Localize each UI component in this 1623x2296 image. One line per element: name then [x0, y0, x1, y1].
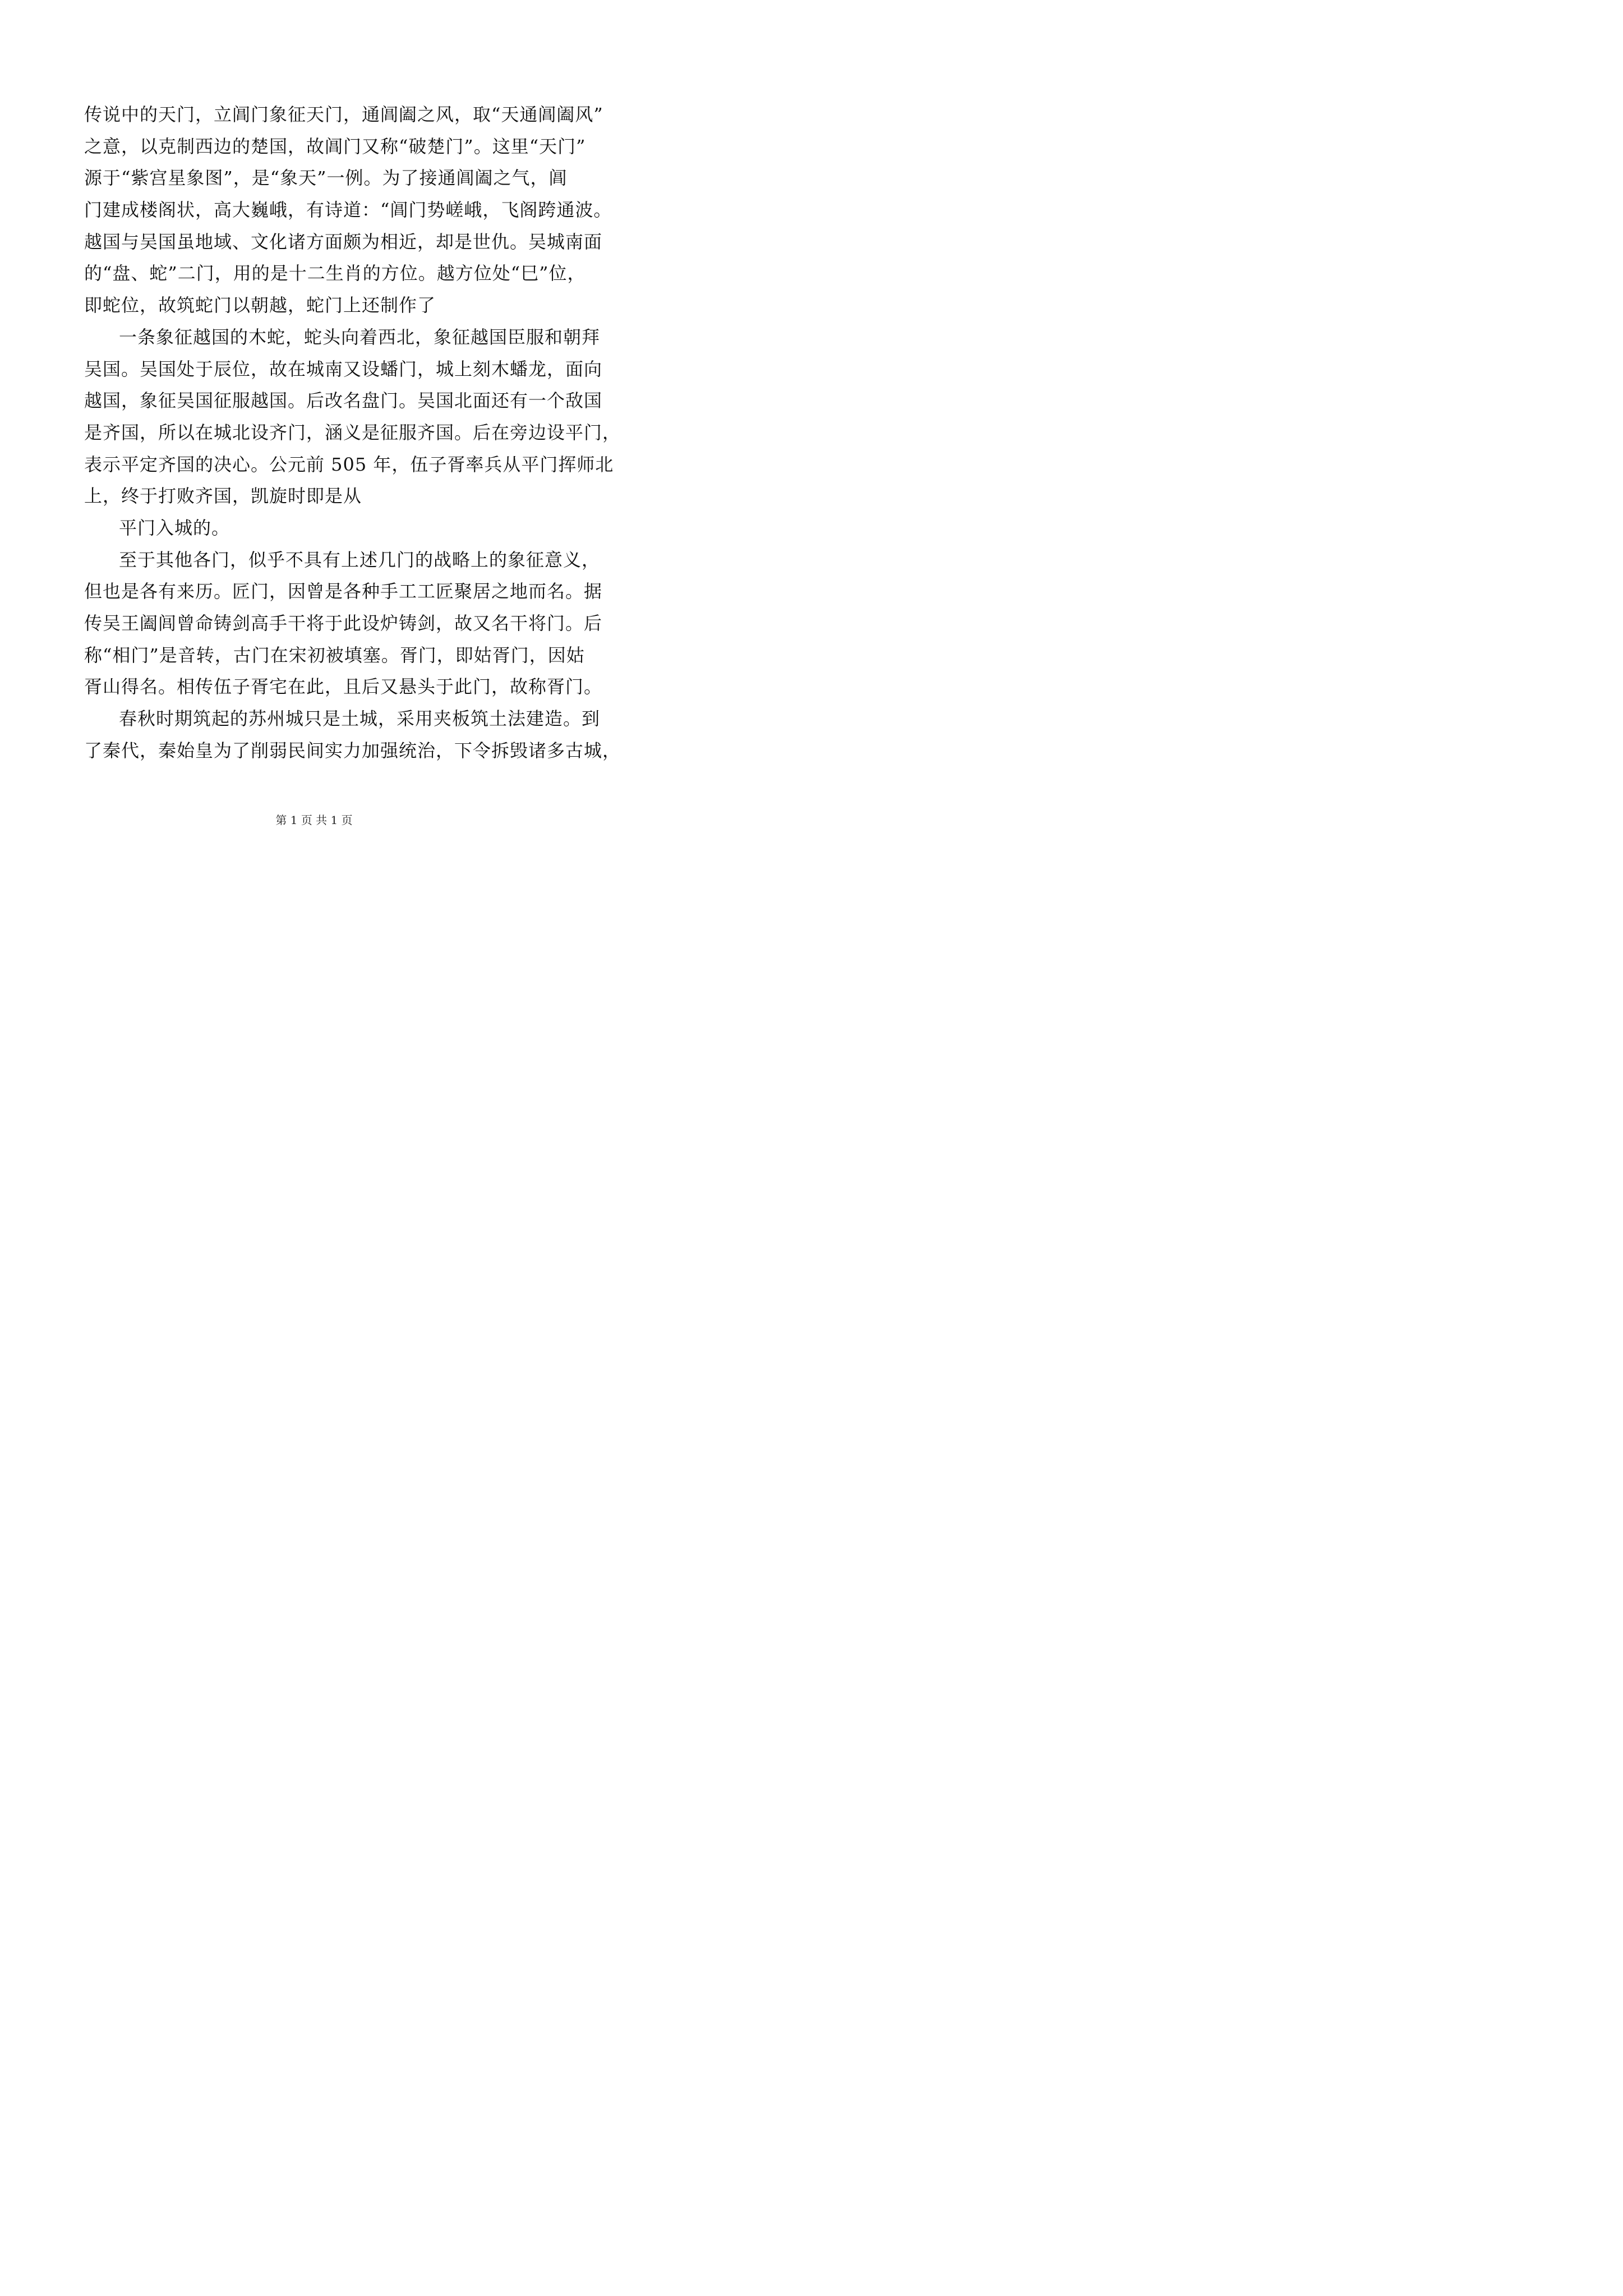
text-line: 之意，以克制西边的楚国，故阊门又称“破楚门”。这里“天门”: [84, 135, 586, 157]
text-line: 的“盘、蛇”二门，用的是十二生肖的方位。越方位处“巳”位，: [84, 263, 586, 284]
text-line: 称“相门”是音转，古门在宋初被填塞。胥门，即姑胥门，因姑: [84, 644, 585, 666]
text-line: 即蛇位，故筑蛇门以朝越，蛇门上还制作了: [84, 295, 436, 316]
text-line: 春秋时期筑起的苏州城只是土城，采用夹板筑土法建造。到: [119, 708, 601, 730]
text-line: 至于其他各门，似乎不具有上述几门的战略上的象征意义，: [119, 549, 601, 570]
text-line: 越国，象征吴国征服越国。后改名盘门。吴国北面还有一个敌国: [84, 390, 603, 412]
text-line: 越国与吴国虽地域、文化诸方面颇为相近，却是世仇。吴城南面: [84, 231, 603, 252]
text-line: 吴国。吴国处于辰位，故在城南又设蟠门，城上刻木蟠龙，面向: [84, 358, 603, 380]
text-line: 上，终于打败齐国，凯旋时即是从: [84, 485, 362, 507]
page-footer: 第 1 页 共 1 页: [275, 813, 353, 827]
text-line: 但也是各有来历。匠门，因曾是各种手工工匠聚居之地而名。据: [84, 581, 603, 602]
text-line: 源于“紫宫星象图”，是“象天”一例。为了接通阊阖之气，阊: [84, 167, 568, 189]
document-page: [0, 0, 628, 889]
text-line: 是齐国，所以在城北设齐门，涵义是征服齐国。后在旁边设平门，: [84, 421, 621, 443]
text-line: 门建成楼阁状，高大巍峨，有诗道：“阊门势嵯峨，飞阁跨通波。: [84, 199, 612, 221]
text-line: 传说中的天门，立阊门象征天门，通阊阖之风，取“天通阊阖风”: [84, 104, 603, 125]
text-line: 平门入城的。: [119, 517, 230, 539]
text-line: 一条象征越国的木蛇，蛇头向着西北，象征越国臣服和朝拜: [119, 326, 601, 348]
text-line: 胥山得名。相传伍子胥宅在此，且后又悬头于此门，故称胥门。: [84, 676, 603, 698]
body-text: [84, 99, 621, 766]
text-line: 表示平定齐国的决心。公元前 505 年，伍子胥率兵从平门挥师北: [84, 453, 614, 475]
text-line: 了秦代，秦始皇为了削弱民间实力加强统治，下令拆毁诸多古城，: [84, 739, 621, 761]
text-line: 传吴王阖闾曾命铸剑高手干将于此设炉铸剑，故又名干将门。后: [84, 613, 603, 634]
